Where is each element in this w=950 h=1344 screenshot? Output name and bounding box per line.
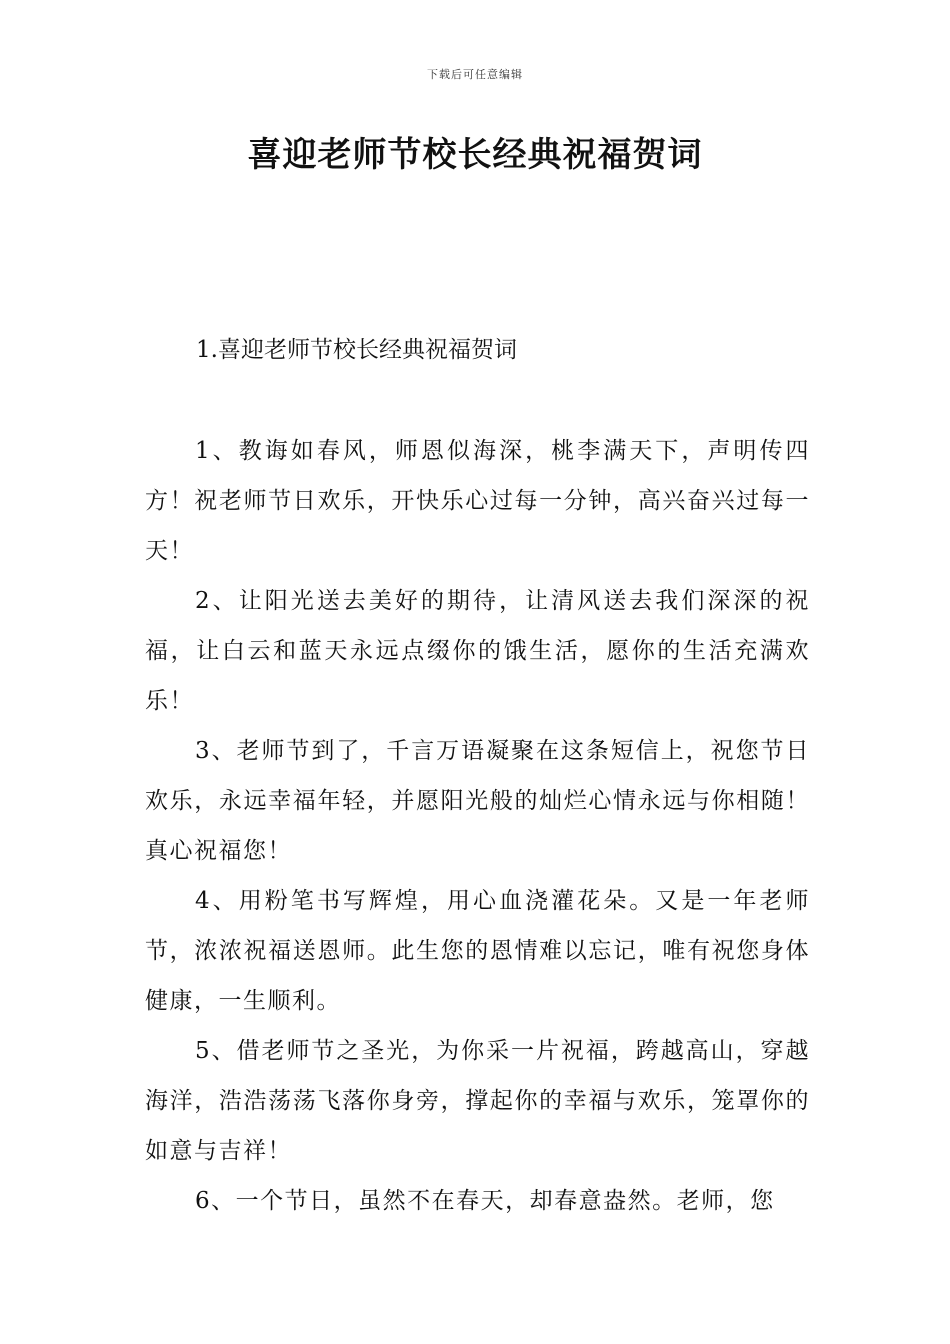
paragraph-5: 5、借老师节之圣光，为你采一片祝福，跨越高山，穿越海洋，浩浩荡荡飞落你身旁，撑起你的幸福与欢乐，笼罩你的如意与吉祥！	[145, 1038, 810, 1164]
paragraph-4: 4、用粉笔书写辉煌，用心血浇灌花朵。又是一年老师节，浓浓祝福送恩师。此生您的恩情难以忘记，唯有祝您身体健康，一生顺利。	[145, 888, 810, 1014]
paragraph-1: 1、教诲如春风，师恩似海深，桃李满天下，声明传四方！祝老师节日欢乐，开快乐心过每一分钟，高兴奋兴过每一天！	[145, 438, 810, 564]
paragraph-3: 3、老师节到了，千言万语凝聚在这条短信上，祝您节日欢乐，永远幸福年轻，并愿阳光般的灿烂心情永远与你相随！真心祝福您！	[145, 738, 810, 864]
document-body	[145, 426, 810, 1226]
section-heading: 1.喜迎老师节校长经典祝福贺词	[196, 337, 517, 363]
header-note: 下载后可任意编辑	[427, 68, 523, 81]
paragraph-6: 6、一个节日，虽然不在春天，却春意盎然。老师，您	[195, 1188, 775, 1214]
page-title: 喜迎老师节校长经典祝福贺词	[247, 135, 703, 175]
paragraph-2: 2、让阳光送去美好的期待，让清风送去我们深深的祝福，让白云和蓝天永远点缀你的饿生活，愿你的生活充满欢乐！	[145, 588, 810, 714]
